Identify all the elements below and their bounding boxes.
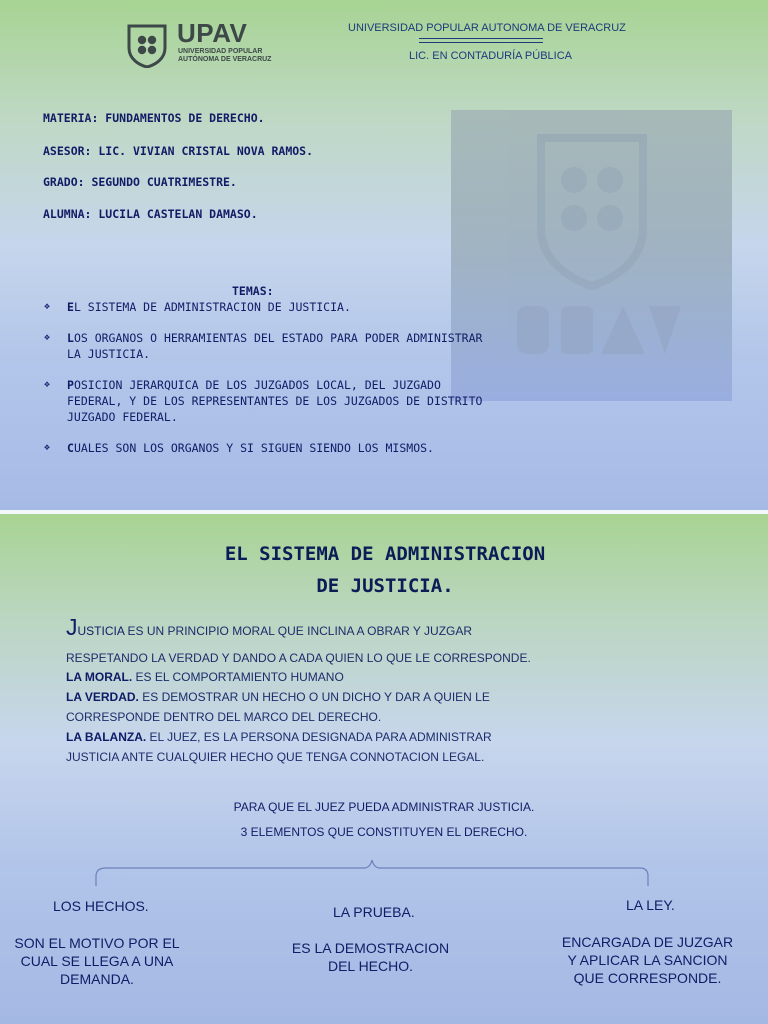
item-text: OSICION JERARQUICA DE LOS JUZGADOS LOCAL, DEL JUZGADO FEDERAL, Y DE LOS REPRESENTANTES DE LOS JUZGADOS DE DISTRITO JUZGADO FEDERAL. <box>67 378 483 424</box>
item-initial: C <box>67 441 74 455</box>
header-rule-top <box>419 38 543 39</box>
cover-slide <box>0 0 768 510</box>
university-name: UNIVERSIDAD POPULAR AUTONOMA DE VERACRUZ <box>348 22 626 34</box>
diamond-bullet-icon: ❖ <box>44 442 51 453</box>
logo-title: UPAV <box>177 18 248 48</box>
item-initial: E <box>67 300 74 314</box>
center-heading-line1: PARA QUE EL JUEZ PUEDA ADMINISTRAR JUSTICIA. <box>233 800 535 814</box>
slide-title-line1: EL SISTEMA DE ADMINISTRACION <box>224 543 546 565</box>
ley-description: ENCARGADA DE JUZGAR Y APLICAR LA SANCION QUE CORRESPONDE. <box>561 934 734 986</box>
hechos-heading: LOS HECHOS. <box>53 898 149 914</box>
item-initial: P <box>67 378 74 392</box>
logo-subtitle-line1: UNIVERSIDAD POPULAR <box>178 48 263 55</box>
justicia-initial: J <box>66 614 78 640</box>
list-item <box>44 440 484 456</box>
temas-title: TEMAS: <box>232 284 274 298</box>
verdad-keyword: LA VERDAD. <box>66 690 139 704</box>
item-text: UALES SON LOS ORGANOS Y SI SIGUEN SIENDO LOS MISMOS. <box>73 441 434 455</box>
verdad-text: ES DEMOSTRAR UN HECHO O UN DICHO Y DAR A QUIEN LE <box>138 690 490 704</box>
moral-text: ES EL COMPORTAMIENTO HUMANO <box>132 670 344 684</box>
list-item <box>44 377 484 425</box>
center-heading-line2: 3 ELEMENTOS QUE CONSTITUYEN EL DERECHO. <box>240 825 528 839</box>
moral-keyword: LA MORAL. <box>66 670 133 684</box>
hechos-description: SON EL MOTIVO POR EL CUAL SE LLEGA A UNA DEMANDA. <box>14 935 180 987</box>
balanza-keyword: LA BALANZA. <box>66 730 147 744</box>
career-name: LIC. EN CONTADURÍA PÚBLICA <box>409 50 572 62</box>
shield-logo-icon <box>127 24 167 68</box>
justicia-keyword: USTICIA <box>77 624 125 638</box>
logo-subtitle-line2: AUTÓNOMA DE VERACRUZ <box>178 56 272 63</box>
item-initial: L <box>67 331 74 345</box>
balanza-line2: JUSTICIA ANTE CUALQUIER HECHO QUE TENGA CONNOTACION LEGAL. <box>66 750 485 764</box>
list-item <box>44 299 484 315</box>
slide-title-line2: DE JUSTICIA. <box>316 575 454 597</box>
justicia-line2: RESPETANDO LA VERDAD Y DANDO A CADA QUIEN LO QUE LE CORRESPONDE. <box>66 651 531 665</box>
temas-list <box>44 299 484 471</box>
ley-heading: LA LEY. <box>626 897 675 913</box>
watermark-image-panel <box>451 110 732 401</box>
upav-logo <box>127 18 287 70</box>
prueba-heading: LA PRUEBA. <box>333 904 415 920</box>
item-text: OS ORGANOS O HERRAMIENTAS DEL ESTADO PARA PODER ADMINISTRAR LA JUSTICIA. <box>67 331 483 361</box>
verdad-line2: CORRESPONDE DENTRO DEL MARCO DEL DERECHO. <box>66 710 382 724</box>
justicia-text: ES UN PRINCIPIO MORAL QUE INCLINA A OBRAR Y JUZGAR <box>124 624 473 638</box>
info-asesor: ASESOR: LIC. VIVIAN CRISTAL NOVA RAMOS. <box>43 144 314 158</box>
prueba-description: ES LA DEMOSTRACION DEL HECHO. <box>291 940 450 974</box>
faded-upav-watermark <box>451 110 732 401</box>
diamond-bullet-icon: ❖ <box>44 379 51 390</box>
header-rule-bottom <box>419 42 543 43</box>
item-text: L SISTEMA DE ADMINISTRACION DE JUSTICIA. <box>73 300 351 314</box>
content-slide <box>0 514 768 1024</box>
diamond-bullet-icon: ❖ <box>44 332 51 343</box>
info-alumna: ALUMNA: LUCILA CASTELAN DAMASO. <box>43 207 258 221</box>
diamond-bullet-icon: ❖ <box>44 301 51 312</box>
info-grado: GRADO: SEGUNDO CUATRIMESTRE. <box>43 175 237 189</box>
balanza-text: EL JUEZ, ES LA PERSONA DESIGNADA PARA ADMINISTRAR <box>146 730 492 744</box>
list-item <box>44 330 484 362</box>
info-materia: MATERIA: FUNDAMENTOS DE DERECHO. <box>43 111 265 125</box>
